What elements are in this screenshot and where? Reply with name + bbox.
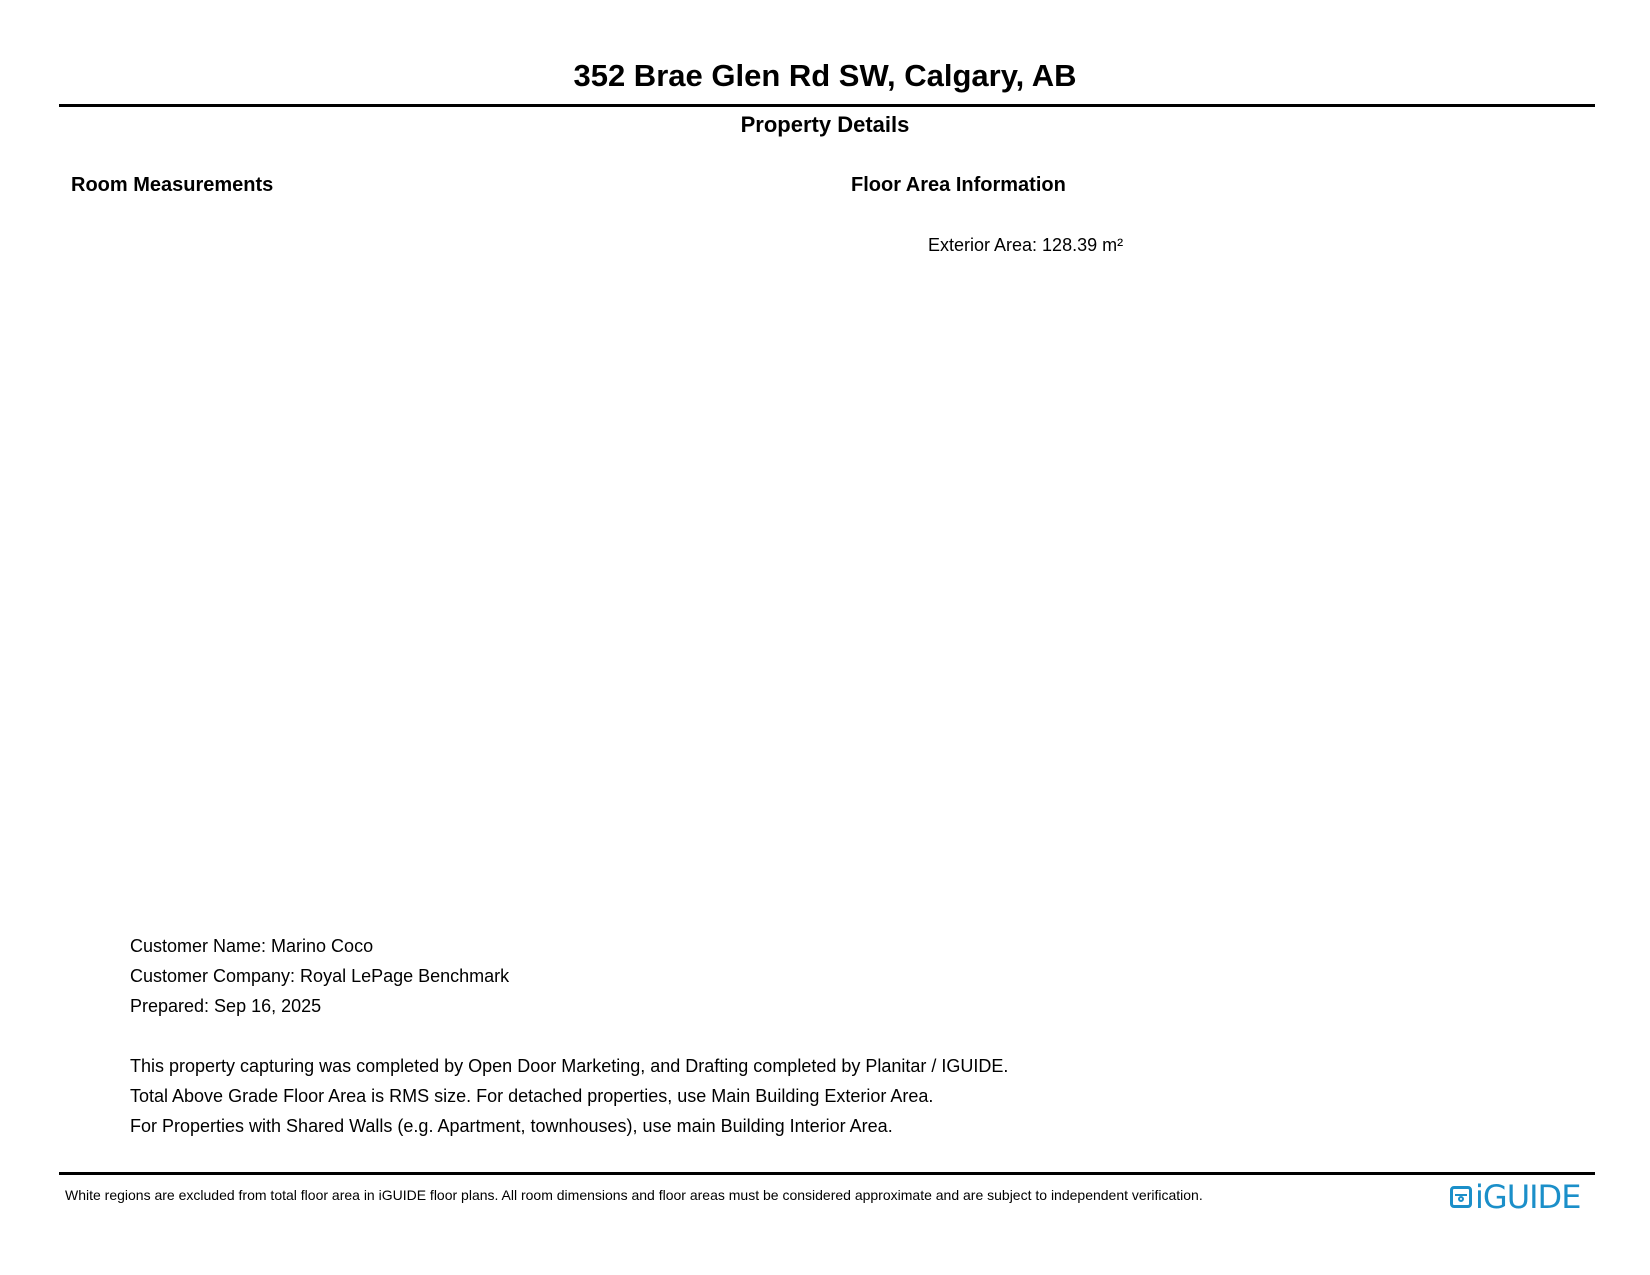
page-subtitle: Property Details bbox=[740, 112, 910, 137]
iguide-logo-text: iGUIDE bbox=[1475, 1178, 1581, 1216]
footer-divider bbox=[59, 1172, 1595, 1175]
capture-note: This property capturing was completed by Open Door Marketing, and Drafting completed by Planitar / IGUIDE. bbox=[130, 1056, 1009, 1076]
floor-area-note: Total Above Grade Floor Area is RMS size. For detached properties, use Main Building Exterior Area. bbox=[130, 1086, 934, 1106]
prepared-date: Prepared: Sep 16, 2025 bbox=[130, 996, 322, 1016]
exterior-area-value: Exterior Area: 128.39 m² bbox=[928, 235, 1124, 255]
room-measurements-heading: Room Measurements bbox=[71, 174, 274, 196]
iguide-logo bbox=[1450, 1178, 1581, 1216]
page-title: 352 Brae Glen Rd SW, Calgary, AB bbox=[573, 58, 1077, 93]
footer-disclaimer: White regions are excluded from total floor area in iGUIDE floor plans. All room dimensions and floor areas must be considered approximate and are subject to independent verification. bbox=[65, 1187, 1203, 1203]
shared-walls-note: For Properties with Shared Walls (e.g. Apartment, townhouses), use main Building Interior Area. bbox=[130, 1116, 893, 1136]
header-divider bbox=[59, 104, 1595, 107]
iguide-logo-icon bbox=[1450, 1186, 1472, 1208]
customer-name: Customer Name: Marino Coco bbox=[130, 936, 374, 956]
floor-area-heading: Floor Area Information bbox=[851, 174, 1066, 196]
customer-company: Customer Company: Royal LePage Benchmark bbox=[130, 966, 510, 986]
